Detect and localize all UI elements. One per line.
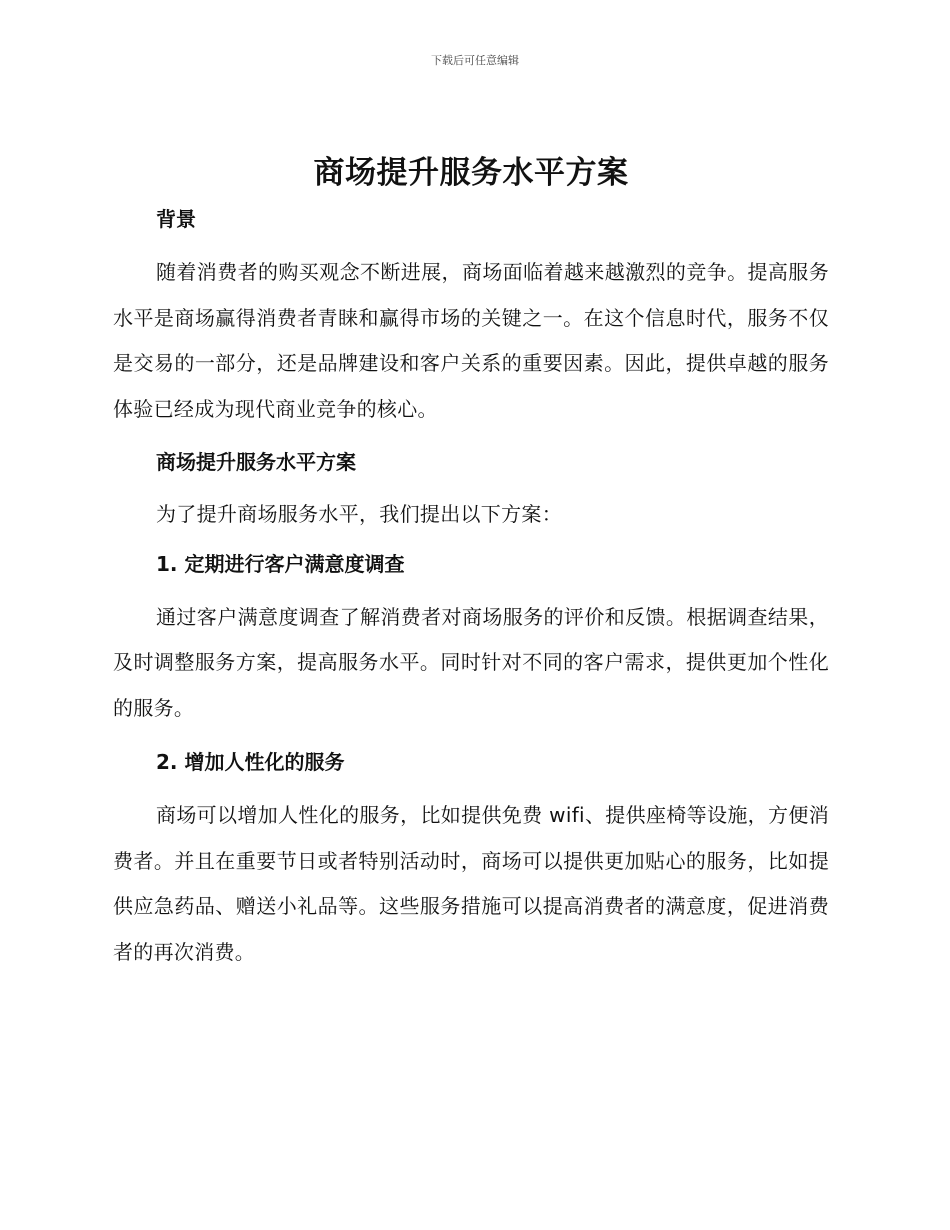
paragraph-survey: 通过客户满意度调查了解消费者对商场服务的评价和反馈。根据调查结果，及时调整服务方案，提高服务水平。同时针对不同的客户需求，提供更加个性化的服务。 bbox=[113, 604, 829, 720]
section-heading-survey: 1. 定期进行客户满意度调查 bbox=[156, 551, 405, 576]
section-heading-plan: 商场提升服务水平方案 bbox=[156, 450, 356, 474]
section-heading-background: 背景 bbox=[156, 207, 196, 231]
document-body bbox=[113, 150, 829, 975]
document-title: 商场提升服务水平方案 bbox=[313, 155, 629, 191]
paragraph-background: 随着消费者的购买观念不断进展，商场面临着越来越激烈的竞争。提高服务水平是商场赢得消费者青睐和赢得市场的关键之一。在这个信息时代，服务不仅是交易的一部分，还是品牌建设和客户关系的重要因素。因此，提供卓越的服务体验已经成为现代商业竞争的核心。 bbox=[113, 260, 829, 421]
page-header-note: 下载后可任意编辑 bbox=[431, 54, 519, 67]
paragraph-plan-intro: 为了提升商场服务水平，我们提出以下方案： bbox=[156, 502, 562, 526]
section-heading-humanized-service: 2. 增加人性化的服务 bbox=[156, 750, 345, 774]
paragraph-humanized-service: 商场可以增加人性化的服务，比如提供免费 wifi、提供座椅等设施，方便消费者。并且在重要节日或者特别活动时，商场可以提供更加贴心的服务，比如提供应急药品、赠送小礼品等。这些服务措施可以提高消费者的满意度，促进消费者的再次消费。 bbox=[113, 803, 829, 964]
